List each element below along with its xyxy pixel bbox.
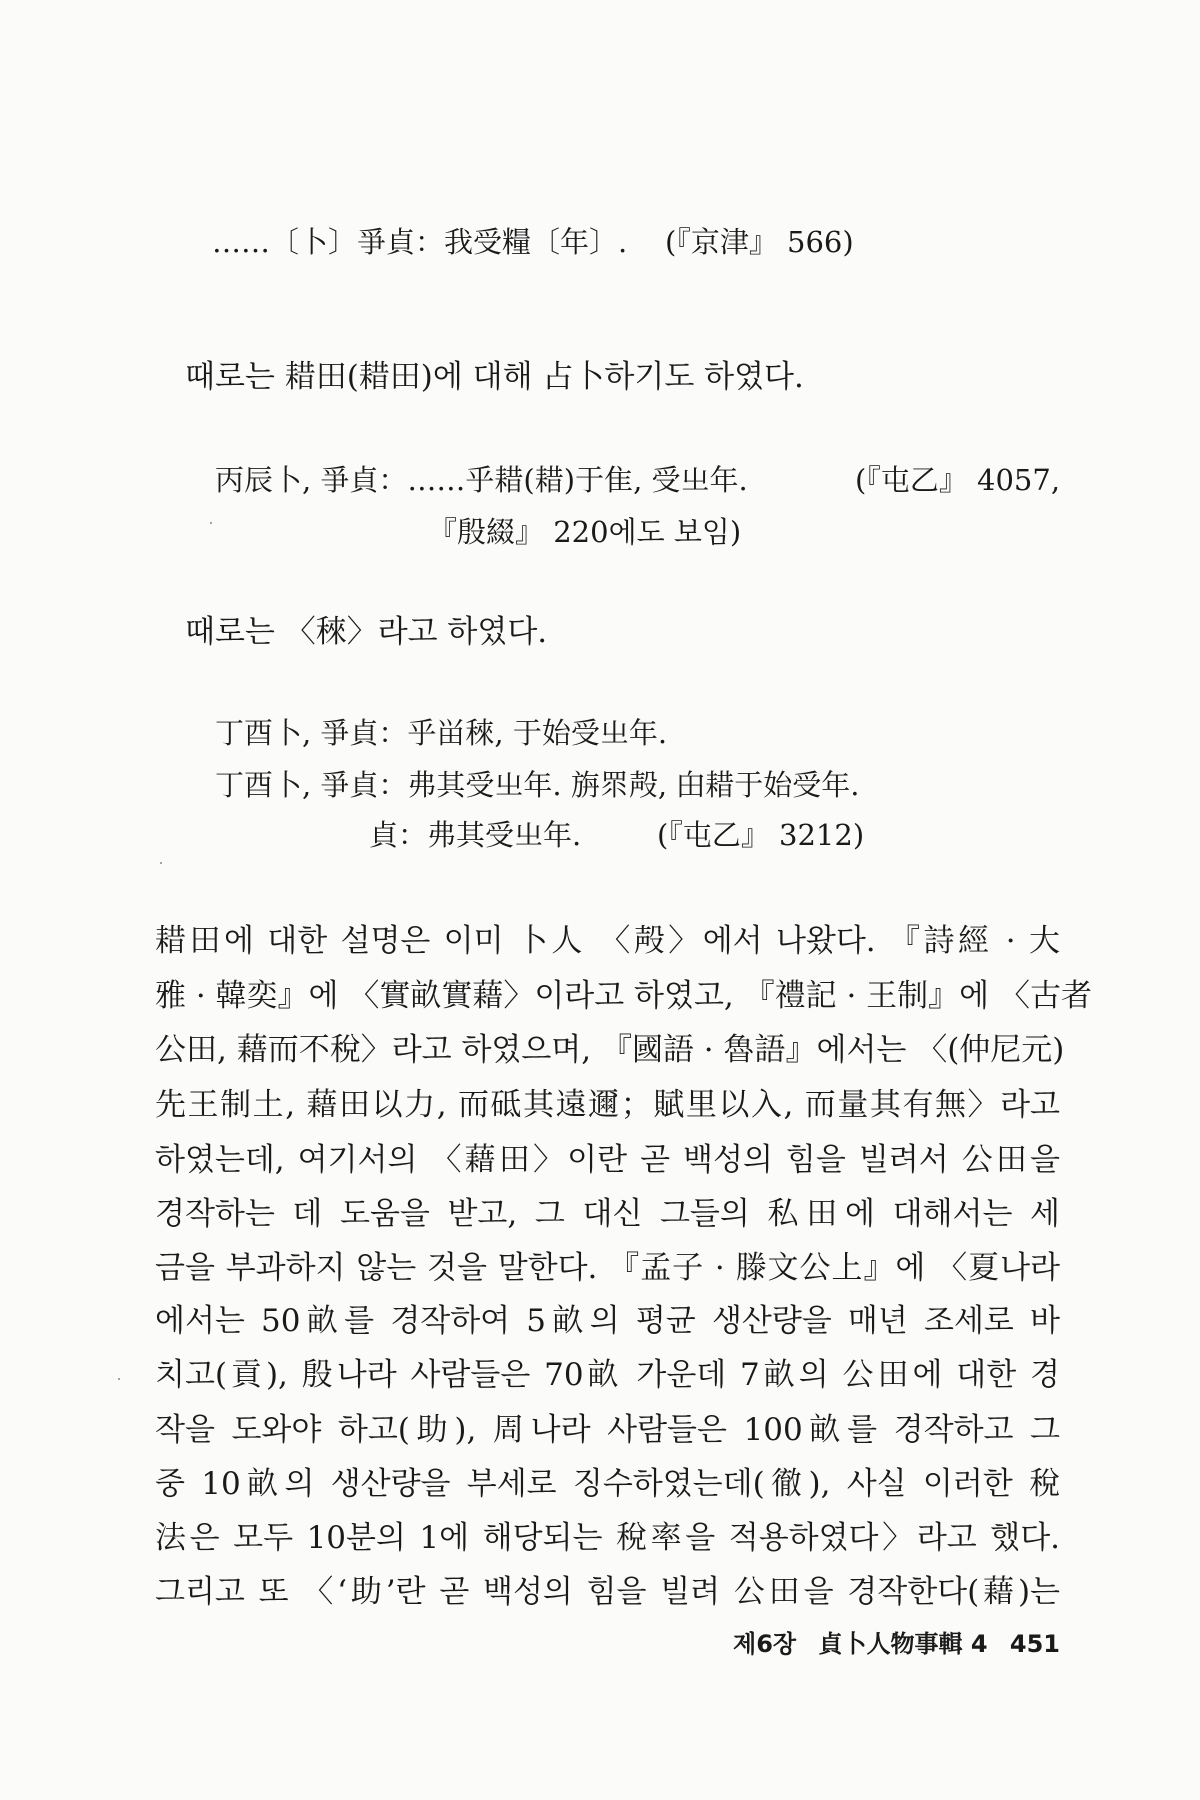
paragraph-line: 그리고 또 〈‘助’란 곧 백성의 힘을 빌려 公田을 경작한다(藉)는 — [155, 1574, 1060, 1610]
page-number: 451 — [1009, 1630, 1060, 1658]
paragraph-line: 에서는 50畝를 경작하여 5畝의 평균 생산량을 매년 조세로 바 — [155, 1303, 1060, 1339]
paragraph-line: 하였는데, 여기서의 〈藉田〉이란 곧 백성의 힘을 빌려서 公田을 — [155, 1142, 1060, 1178]
example-2-citation-cont: 『殷綴』 220에도 보임) — [428, 515, 742, 549]
intro-text-3: 때로는 〈䅘〉라고 하였다. — [185, 614, 548, 650]
paragraph-line: 先王制土, 藉田以力, 而砥其遠邇；賦里以入, 而量其有無〉라고 — [155, 1087, 1060, 1123]
page-footer — [733, 1628, 1060, 1660]
paragraph-line: 작을 도와야 하고(助), 周나라 사람들은 100畝를 경작하고 그 — [155, 1412, 1060, 1448]
scan-speck — [118, 1378, 120, 1380]
scan-speck — [210, 522, 212, 524]
paragraph-line: 치고(貢), 殷나라 사람들은 70畝 가운데 7畝의 公田에 대한 경 — [155, 1357, 1060, 1393]
example-3-line-2: 丁酉卜, 爭貞：弗其受㞢年. 旃眔殸, 甶耤于始受年. — [215, 768, 860, 802]
paragraph-line: 금을 부과하지 않는 것을 말한다. 『孟子 · 滕文公上』에 〈夏나라 — [155, 1250, 1060, 1286]
paragraph-line: 중 10畝의 생산량을 부세로 징수하였는데(徹), 사실 이러한 稅 — [155, 1466, 1060, 1502]
example-2-text: 丙辰卜, 爭貞：……乎耤(耤)于隹, 受㞢年. — [215, 463, 748, 497]
example-3-citation: (『屯乙』 3212) — [657, 818, 865, 852]
scan-speck — [160, 862, 162, 864]
paragraph-line: 경작하는 데 도움을 받고, 그 대신 그들의 私田에 대해서는 세 — [155, 1196, 1060, 1232]
chapter-label: 제6장 — [733, 1630, 797, 1658]
example-3-line-3: 貞：弗其受㞢年. — [369, 818, 582, 852]
example-2-citation: (『屯乙』 4057, — [855, 463, 1061, 497]
intro-text-2: 때로는 耤田(耤田)에 대해 占卜하기도 하였다. — [185, 359, 804, 395]
paragraph-line: 雅 · 韓奕』에 〈實畝實藉〉이라고 하였고, 『禮記 · 王制』에 〈古者 — [155, 978, 1092, 1014]
paragraph-line: 法은 모두 10분의 1에 해당되는 稅率을 적용하였다〉라고 했다. — [155, 1520, 1060, 1556]
paragraph-line: 耤田에 대한 설명은 이미 卜人 〈殸〉에서 나왔다. 『詩經 · 大 — [155, 923, 1060, 959]
example-3-line-1: 丁酉卜, 爭貞：乎畄䅘, 于始受㞢年. — [215, 716, 668, 750]
paragraph-line: 公田, 藉而不稅〉라고 하였으며, 『國語 · 魯語』에서는 〈(仲尼元) — [155, 1032, 1065, 1068]
example-1-citation: (『京津』 566) — [665, 225, 854, 259]
section-title: 貞卜人物事輯 4 — [818, 1630, 988, 1658]
example-1-text: ……〔卜〕爭貞：我受糧〔年〕. — [212, 225, 628, 259]
